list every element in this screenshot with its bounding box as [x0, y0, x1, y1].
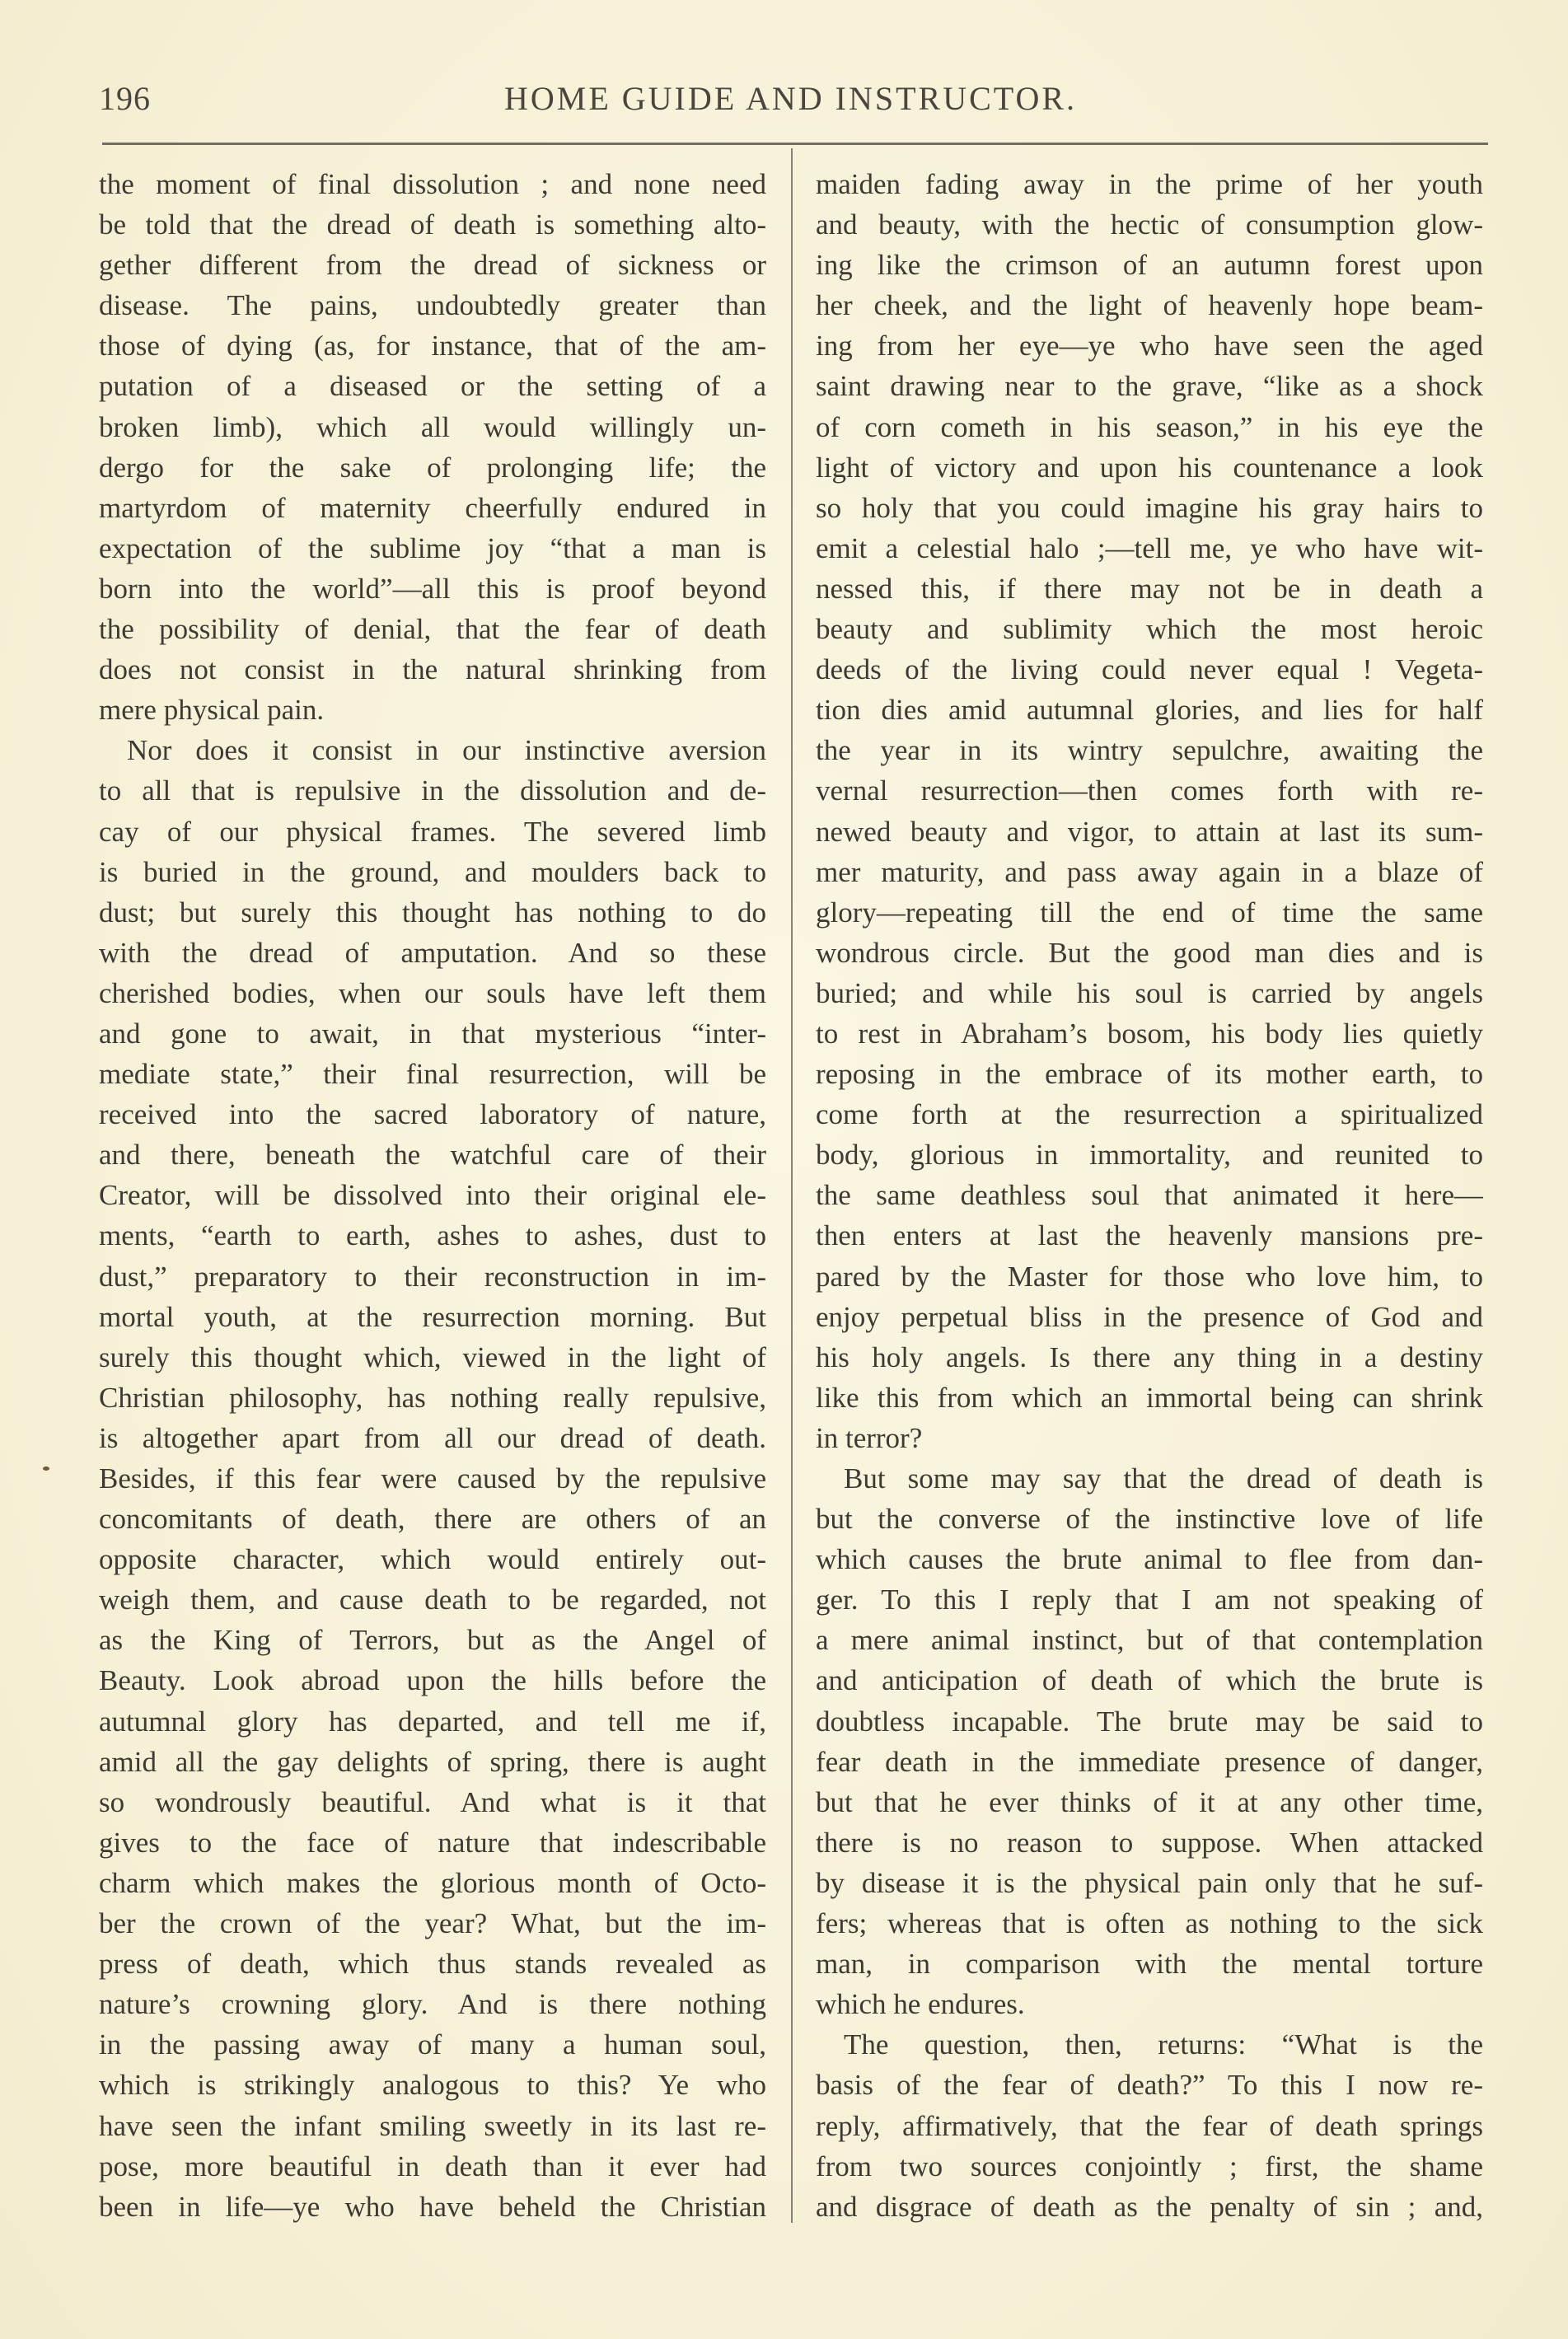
text-line: to all that is repulsive in the dissolution and de-: [99, 774, 766, 807]
header-rule: [102, 143, 1488, 145]
text-line: her cheek, and the light of heavenly hope beam-: [816, 289, 1483, 322]
text-line: beauty and sublimity which the most heroic: [816, 613, 1483, 646]
text-line: saint drawing near to the grave, “like as a shock: [816, 370, 1483, 403]
text-line: the same deathless soul that animated it here—: [816, 1179, 1483, 1212]
text-line: ments, “earth to earth, ashes to ashes, dust to: [99, 1219, 766, 1252]
text-line: the moment of final dissolution ; and none need: [99, 168, 766, 200]
text-line: with the dread of amputation. And so these: [99, 936, 766, 969]
right-column: [816, 164, 1483, 2227]
text-line: from two sources conjointly ; first, the shame: [816, 2150, 1483, 2182]
text-line: is altogether apart from all our dread of death.: [99, 1421, 766, 1454]
text-line: Beauty. Look abroad upon the hills before the: [99, 1664, 766, 1697]
text-line: in terror?: [816, 1421, 923, 1454]
text-line: ing from her eye—ye who have seen the aged: [816, 330, 1483, 363]
text-line: which causes the brute animal to flee from dan-: [816, 1543, 1483, 1576]
text-line: press of death, which thus stands revealed as: [99, 1948, 766, 1981]
text-line: mediate state,” their final resurrection, will be: [99, 1058, 766, 1091]
text-line: concomitants of death, there are others of an: [99, 1503, 766, 1536]
text-line: a mere animal instinct, but of that contemplation: [816, 1624, 1483, 1657]
text-line: but that he ever thinks of it at any other time,: [816, 1785, 1483, 1818]
text-line: been in life—ye who have beheld the Christian: [99, 2190, 766, 2223]
text-line: of corn cometh in his season,” in his eye the: [816, 410, 1483, 443]
text-line: his holy angels. Is there any thing in a destiny: [816, 1340, 1483, 1373]
text-line: dust; but surely this thought has nothing to do: [99, 896, 766, 929]
text-line: dergo for the sake of prolonging life; the: [99, 451, 766, 484]
text-line: But some may say that the dread of death is: [844, 1462, 1483, 1495]
text-line: putation of a diseased or the setting of a: [99, 370, 766, 403]
running-head-title: HOME GUIDE AND INSTRUCTOR.: [504, 80, 1078, 117]
text-line: ing like the crimson of an autumn forest upon: [816, 249, 1483, 282]
text-line: charm which makes the glorious month of Octo-: [99, 1866, 766, 1899]
text-line: be told that the dread of death is something alto-: [99, 208, 766, 241]
text-line: and disgrace of death as the penalty of sin ; and,: [816, 2190, 1483, 2223]
text-line: dust,” preparatory to their reconstruction in im-: [99, 1260, 766, 1293]
text-line: the year in its wintry sepulchre, awaiting the: [816, 734, 1483, 767]
text-line: enjoy perpetual bliss in the presence of God and: [816, 1300, 1483, 1333]
text-line: broken limb), which all would willingly un-: [99, 410, 766, 443]
text-line: Besides, if this fear were caused by the repulsive: [99, 1462, 766, 1495]
text-line: so holy that you could imagine his gray hairs to: [816, 491, 1483, 524]
text-line: those of dying (as, for instance, that of the am-: [99, 330, 766, 363]
text-line: there is no reason to suppose. When attacked: [816, 1826, 1483, 1859]
text-line: glory—repeating till the end of time the same: [816, 896, 1483, 929]
text-line: wondrous circle. But the good man dies and is: [816, 936, 1483, 969]
text-line: nature’s crowning glory. And is there nothing: [99, 1988, 766, 2021]
text-line: The question, then, returns: “What is the: [844, 2028, 1483, 2061]
text-line: as the King of Terrors, but as the Angel of: [99, 1624, 766, 1657]
left-column: [99, 164, 766, 2227]
text-line: by disease it is the physical pain only that he suf-: [816, 1866, 1483, 1899]
text-line: mer maturity, and pass away again in a blaze of: [816, 855, 1483, 888]
text-line: does not consist in the natural shrinking from: [99, 653, 766, 686]
text-line: amid all the gay delights of spring, there is aught: [99, 1745, 766, 1778]
text-line: the possibility of denial, that the fear of death: [99, 613, 766, 646]
text-line: then enters at last the heavenly mansions pre-: [816, 1219, 1483, 1252]
column-divider: [791, 148, 793, 2223]
text-line: emit a celestial halo ;—tell me, ye who have wit-: [816, 531, 1483, 564]
text-line: doubtless incapable. The brute may be said to: [816, 1705, 1483, 1738]
text-line: received into the sacred laboratory of nature,: [99, 1098, 766, 1131]
text-line: tion dies amid autumnal glories, and lies for half: [816, 694, 1483, 727]
text-line: ber the crown of the year? What, but the im-: [99, 1907, 766, 1940]
text-line: gether different from the dread of sickness or: [99, 249, 766, 282]
text-line: vernal resurrection—then comes forth with re-: [816, 774, 1483, 807]
text-line: and beauty, with the hectic of consumption glow-: [816, 208, 1483, 241]
text-line: like this from which an immortal being can shrink: [816, 1381, 1483, 1414]
text-line: which is strikingly analogous to this? Ye who: [99, 2069, 766, 2102]
text-line: Nor does it consist in our instinctive aversion: [127, 734, 766, 767]
text-line: which he endures.: [816, 1988, 1025, 2021]
text-line: born into the world”—all this is proof beyond: [99, 572, 766, 605]
text-line: light of victory and upon his countenance a look: [816, 451, 1483, 484]
text-line: nessed this, if there may not be in death a: [816, 572, 1483, 605]
text-line: but the converse of the instinctive love of life: [816, 1503, 1483, 1536]
text-line: and anticipation of death of which the brute is: [816, 1664, 1483, 1697]
text-line: to rest in Abraham’s bosom, his body lies quietly: [816, 1017, 1483, 1050]
text-line: have seen the infant smiling sweetly in its last re-: [99, 2109, 766, 2142]
text-line: basis of the fear of death?” To this I now re-: [816, 2069, 1483, 2102]
text-line: maiden fading away in the prime of her youth: [816, 168, 1483, 200]
text-line: is buried in the ground, and moulders back to: [99, 855, 766, 888]
text-line: opposite character, which would entirely out-: [99, 1543, 766, 1576]
page-number: 196: [99, 80, 151, 117]
text-line: fers; whereas that is often as nothing to the sick: [816, 1907, 1483, 1940]
text-line: man, in comparison with the mental torture: [816, 1948, 1483, 1981]
text-line: fear death in the immediate presence of danger,: [816, 1745, 1483, 1778]
text-line: reply, affirmatively, that the fear of death springs: [816, 2109, 1483, 2142]
text-line: body, glorious in immortality, and reunited to: [816, 1139, 1483, 1172]
text-line: reposing in the embrace of its mother earth, to: [816, 1058, 1483, 1091]
text-line: mere physical pain.: [99, 694, 325, 727]
ink-speck: [43, 1467, 49, 1471]
text-line: cherished bodies, when our souls have left them: [99, 976, 766, 1009]
text-line: and there, beneath the watchful care of their: [99, 1139, 766, 1172]
text-line: pared by the Master for those who love him, to: [816, 1260, 1483, 1293]
text-line: cay of our physical frames. The severed limb: [99, 815, 766, 848]
text-line: come forth at the resurrection a spiritualized: [816, 1098, 1483, 1131]
text-line: Creator, will be dissolved into their original ele-: [99, 1179, 766, 1212]
text-line: pose, more beautiful in death than it ever had: [99, 2150, 766, 2182]
text-line: expectation of the sublime joy “that a man is: [99, 531, 766, 564]
text-line: surely this thought which, viewed in the light of: [99, 1340, 766, 1373]
text-line: so wondrously beautiful. And what is it that: [99, 1785, 766, 1818]
text-line: in the passing away of many a human soul,: [99, 2028, 766, 2061]
text-line: disease. The pains, undoubtedly greater than: [99, 289, 766, 322]
text-line: and gone to await, in that mysterious “inter-: [99, 1017, 766, 1050]
text-line: martyrdom of maternity cheerfully endured in: [99, 491, 766, 524]
text-line: newed beauty and vigor, to attain at last its sum-: [816, 815, 1483, 848]
text-line: Christian philosophy, has nothing really repulsive,: [99, 1381, 766, 1414]
text-line: weigh them, and cause death to be regarded, not: [99, 1584, 766, 1616]
text-line: ger. To this I reply that I am not speaking of: [816, 1584, 1483, 1616]
text-line: autumnal glory has departed, and tell me if,: [99, 1705, 766, 1738]
text-line: mortal youth, at the resurrection morning. But: [99, 1300, 766, 1333]
text-line: buried; and while his soul is carried by angels: [816, 976, 1483, 1009]
text-line: gives to the face of nature that indescribable: [99, 1826, 766, 1859]
text-line: deeds of the living could never equal ! Vegeta-: [816, 653, 1483, 686]
